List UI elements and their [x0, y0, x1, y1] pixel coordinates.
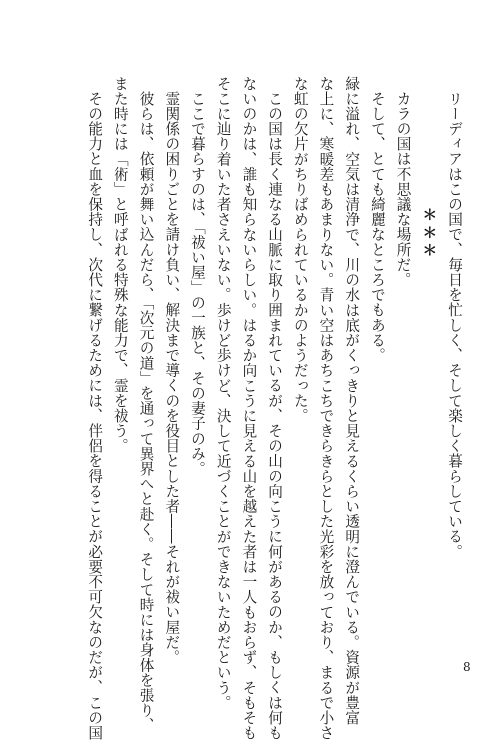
text-line: リーディアはこの国で、毎日を忙しく、そして楽しく暮らしている。 — [446, 90, 463, 559]
text-line: な虹の欠片がちりばめられているかのようだった。 — [291, 76, 309, 424]
page-number: 8 — [463, 660, 471, 674]
text-line: 彼らは、依頼が舞い込んだら、「次元の道」を通って異界へと赴く。そして時には身体を張り、 — [137, 90, 155, 733]
text-line: な上に、寒暖差もあまりない。青い空はあちこちできらきらとした光彩を放っており、まるで小さ — [317, 76, 335, 740]
text-line: そして、とても綺麗なところでもある。 — [368, 90, 386, 363]
text-line: その能力と血を保持し、次代に繋げるためには、伴侶を得ることが必要不可欠なのだが、この国 — [86, 90, 104, 740]
vertical-text-block — [85, 76, 467, 740]
text-line: そこに辿り着いた者さえいない。歩けど歩けど、決して近づくことができないためだという。 — [214, 76, 232, 711]
text-line: この国は長く連なる山脈に取り囲まれているが、その山の向こうに何があるのか、もしくは何も — [266, 90, 284, 740]
text-line: カラの国は不思議な場所だ。 — [394, 90, 412, 287]
text-line: 霊関係の困りごとを請け負い、解決まで導くのを役目とした者――それが祓い屋だ。 — [163, 90, 181, 665]
text-line: 緑に溢れ、空気は清浄で、川の水は底がくっきりと見えるくらい透明に澄んでいる。資源が豊富 — [343, 76, 361, 726]
text-line: ここで暮らすのは、「祓い屋」の一族と、その妻子のみ。 — [188, 90, 206, 476]
text-line: ないのかは、誰も知らないらしい。はるか向こうに見える山を越えた者は一人もおらず、そもそも — [240, 76, 258, 740]
text-line: また時には「術」と呼ばれる特殊な能力で、霊を祓う。 — [111, 76, 129, 454]
section-separator: ＊＊＊ — [420, 207, 438, 260]
